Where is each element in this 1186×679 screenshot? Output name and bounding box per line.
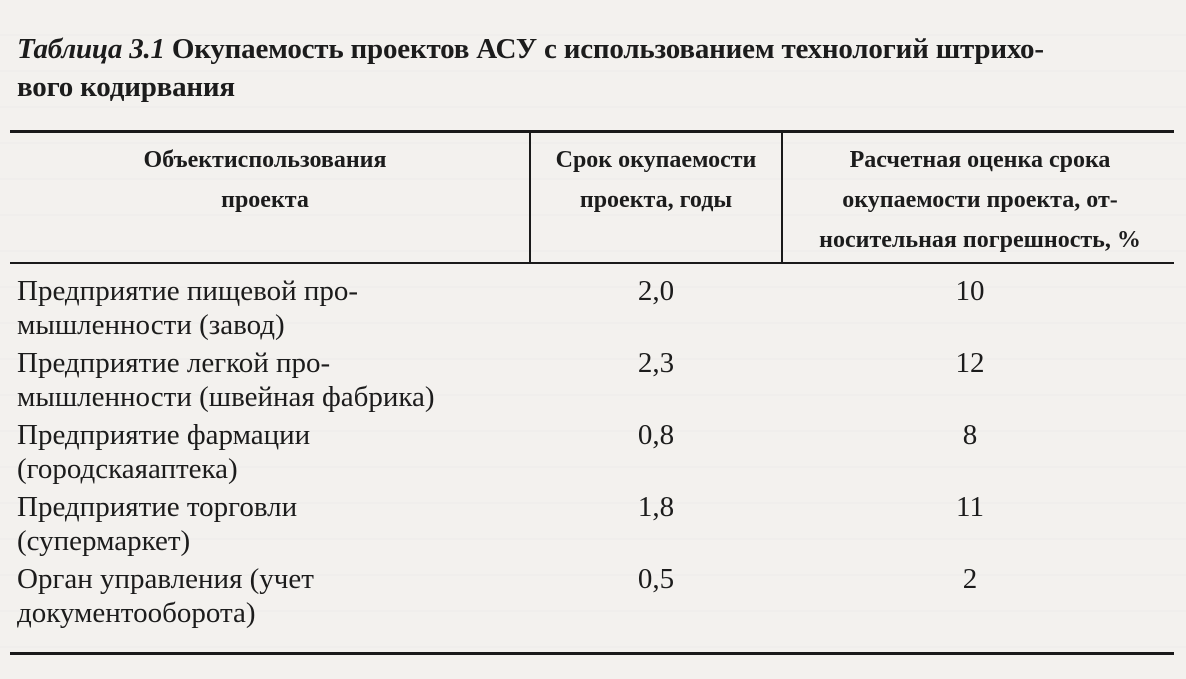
header-term-line2: проекта, годы — [579, 187, 733, 213]
row-5-object-line2: документооборота) — [17, 597, 256, 629]
row-3-object-line2: (городскаяаптека) — [17, 453, 238, 485]
table-caption-title-line1: Окупаемость проектов АСУ с использованием технологий штрихо- — [171, 33, 1044, 65]
row-3-object-line1: Предприятие фармации — [17, 419, 311, 451]
table-row-1-term: 2,0 — [637, 275, 675, 307]
row-1-object-line2: мышленности (завод) — [17, 309, 285, 341]
table-caption-label: Таблица 3.1 — [17, 33, 165, 65]
table-row-4-object — [17, 490, 527, 558]
header-estimate-line1: Расчетная оценка срока — [849, 147, 1111, 173]
table-row-2-error: 12 — [955, 347, 985, 379]
header-estimate-line2: окупаемости проекта, от- — [842, 187, 1118, 213]
table-row-1-error: 10 — [955, 275, 985, 307]
row-2-object-line1: Предприятие легкой про- — [17, 347, 331, 379]
row-5-object-line1: Орган управления (учет — [17, 563, 314, 595]
row-2-object-line2: мышленности (швейная фабрика) — [17, 381, 435, 413]
table-row-5-object — [17, 562, 527, 630]
table-caption — [17, 30, 1167, 106]
row-4-object-line1: Предприятие торговли — [17, 491, 298, 523]
header-bottom-rule — [10, 262, 1174, 264]
table-row-2-object — [17, 346, 527, 414]
table-row-3-error: 8 — [962, 419, 978, 451]
table-row-3-object — [17, 418, 527, 486]
table-row-5-error: 2 — [962, 563, 978, 595]
table-row-1-object — [17, 274, 527, 342]
table-bottom-rule — [10, 652, 1174, 655]
table-top-rule — [10, 130, 1174, 133]
header-term-line1: Срок окупаемости — [555, 147, 757, 173]
table-row-4-term: 1,8 — [637, 491, 675, 523]
header-object-line1: Объектиспользования — [143, 147, 387, 173]
header-estimate-line3: носительная погрешность, % — [819, 227, 1141, 253]
table-caption-title-line2: вого кодирвания — [17, 71, 235, 103]
row-1-object-line1: Предприятие пищевой про- — [17, 275, 359, 307]
header-term — [533, 140, 779, 220]
header-object — [30, 140, 500, 220]
header-column-divider-1 — [529, 133, 531, 262]
table-row-4-error: 11 — [956, 491, 984, 523]
table-row-2-term: 2,3 — [637, 347, 675, 379]
table-row-3-term: 0,8 — [637, 419, 675, 451]
table-row-5-term: 0,5 — [637, 563, 675, 595]
row-4-object-line2: (супермаркет) — [17, 525, 191, 557]
header-column-divider-2 — [781, 133, 783, 262]
header-estimate — [785, 140, 1175, 260]
header-object-line2: проекта — [221, 187, 309, 213]
